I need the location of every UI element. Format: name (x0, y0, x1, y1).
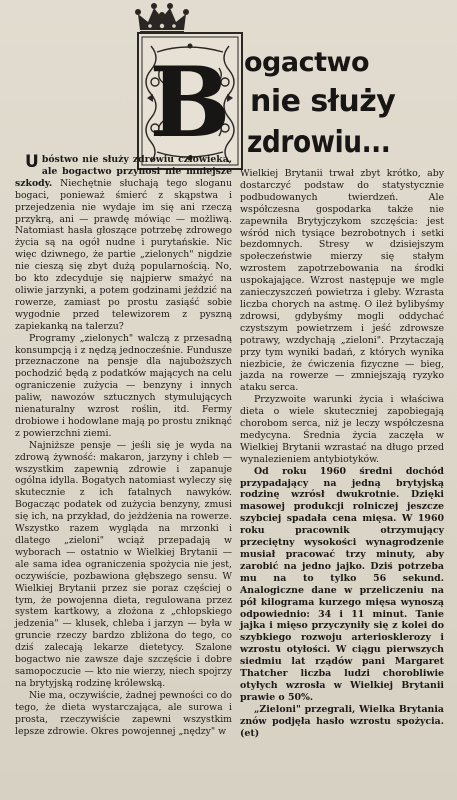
paragraph: Od roku 1960 średni dochód przypadający na jedną brytyjską rodzinę wzrósł dwukrotnie. Dzięki masowej produkcji rolniczej jeszcze szybciej spadała cena mięsa. W 1960 roku pracownik otrzymujący przeciętny wysokości wynagrodzenie musiał pracować trzy minuty, aby zarobić na jedno jajko. Dziś potrzeba mu na to tylko 56 sekund. Analogiczne dane w przeliczeniu na pół kilograma kurzego mięsa wynoszą odpowiednio: 34 i 11 minut. Tanie jajka i mięso przyczyniły się z kolei do szybkiego rozwoju arteriosklerozy i wzrostu otyłości. W ciągu pierwszych siedmiu lat rządów pani Margaret Thatcher liczba ludzi chorobliwie otyłych wzrosła w Wielkiej Brytanii prawie o 50%. (240, 465, 444, 703)
lead-dropcap: U (25, 152, 39, 172)
lead-body-text: Niechętnie słuchają tego sloganu bogaci, ponieważ śmierć z skąpstwa i przejedzenia nie wydaje im się ani rzeczą przykrą, ani — prawdę mówiąc — możliwą. Natomiast hasła głoszące potrzebę zdrowego życia są na ogół nudne i purytańskie. Nic więc dziwnego, że partie „zielonych" nigdzie nie cieszą się zbyt dużą popularnością. No, bo kto zdecyduje się najpierw smażyć na oliwie jarzynki, a potem godzinami jeździć na rowerze, zamiast po prostu zasiąść sobie wygodnie przed telewizorem z pyszną zapiekanką na talerzu? (15, 177, 232, 332)
paragraph: Nie ma, oczywiście, żadnej pewności co do tego, że dieta wystarczająca, ale surowa i prosta, rzeczywiście zapewni wszystkim lepsze zdrowie. Okres powojennej „nędzy" w (15, 689, 232, 737)
lead-bold-text: bóstwo nie służy zdrowiu człowieka, ale bogactwo przynosi nie mniejsze szkody. (15, 154, 232, 189)
paragraph: Programy „zielonych" walczą z przesadną konsumpcją i z nędzą jednocześnie. Fundusze przeznaczone na pensje dla najuboższych pochodzić będą z podatków mających na celu ograniczenie zużycia — benzyny i innych paliw, nawozów sztucznych stymulujących nienaturalny wzrost roślin, itd. Fermy drobiowe i hodowlane mają po prostu zniknąć z powierzchni ziemi. (15, 332, 232, 439)
paragraph: Wielkiej Brytanii trwał zbyt krótko, aby dostarczyć podstaw do statystycznie podbudowanych twierdzeń. Ale współczesna gospodarka także nie zapewniła Brytyjczykom szczęścia: jest wśród nich tysiące bezrobotnych i setki bezdomnych. Stresy w dzisiejszym społeczeństwie mierzy się stałym wzrostem zapotrzebowania na środki uspokajające. Wzrost następuje we mgle zanieczyszczeń powietrza i gleby. Wzrasta liczba chorych na astmę. O ileż bylibyśmy zdrowsi, gdybyśmy mogli oddychać czystszym powietrzem i jeść zdrowsze potrawy, wzdychają „zieloni". Przytaczają przy tym wyniki badań, z których wynika niezbicie, że ćwiczenia fizyczne — bieg, jazda na rowerze — zmniejszają ryzyko ataku serca. (240, 168, 444, 394)
left-column (15, 154, 232, 737)
initial-letter: B (149, 46, 231, 159)
headline-line-2: nie służy (250, 84, 396, 119)
headline-line-3: zdrowiu... (247, 125, 391, 160)
ornamental-initial-b (137, 32, 243, 170)
lead-paragraph (15, 154, 232, 333)
headline-line-1: ogactwo (244, 47, 370, 78)
paragraph: Przyzwoite warunki życia i właściwa dieta o wiele skuteczniej zapobiegają chorobom serca, niż je leczy współczesna medycyna. Średnia życia zaczęła w Wielkiej Brytanii wzrastać na długo przed wynalezieniem antybiotyków. (240, 394, 444, 465)
paragraph: Najniższe pensje — jeśli się je wyda na zdrową żywność: makaron, jarzyny i chleb — wszystkim zapewnią zdrowie i zapanuje ogólna idylla. Bogatych natomiast wyleczy się skutecznie z ich fatalnych nawyków. Bogacząc podatek od zużycia benzyny, zmusi się ich, na przykład, do jeżdżenia na rowerze. Wszystko razem wygląda na mrzonki i dlatego „zieloni" wciąż przepadają w wyborach — ostatnio w Wielkiej Brytanii — ale sama idea ograniczenia spożycia nie jest, oczywiście, pozbawiona głębszego sensu. W Wielkiej Brytanii przez sie poraz częściej o tym, że powojenna dieta, regulowana przez system kartkowy, a złożona z „chłopskiego jedzenia" — klusek, chleba i jarzyn — była w gruncie rzeczy bardzo zbliżona do tego, co dziś zalecają lekarze dietetycy. Szalone bogactwo nie zawsze daje szczęście i dobre samopoczucie — kto nie wierzy, niech spojrzy na brytyjską rodzinę królewską. (15, 439, 232, 689)
closing-paragraph: „Zieloni" przegrali, Wielka Brytania znów podjęła hasło wzrostu spożycia. (et) (240, 703, 444, 739)
right-column (240, 168, 444, 740)
